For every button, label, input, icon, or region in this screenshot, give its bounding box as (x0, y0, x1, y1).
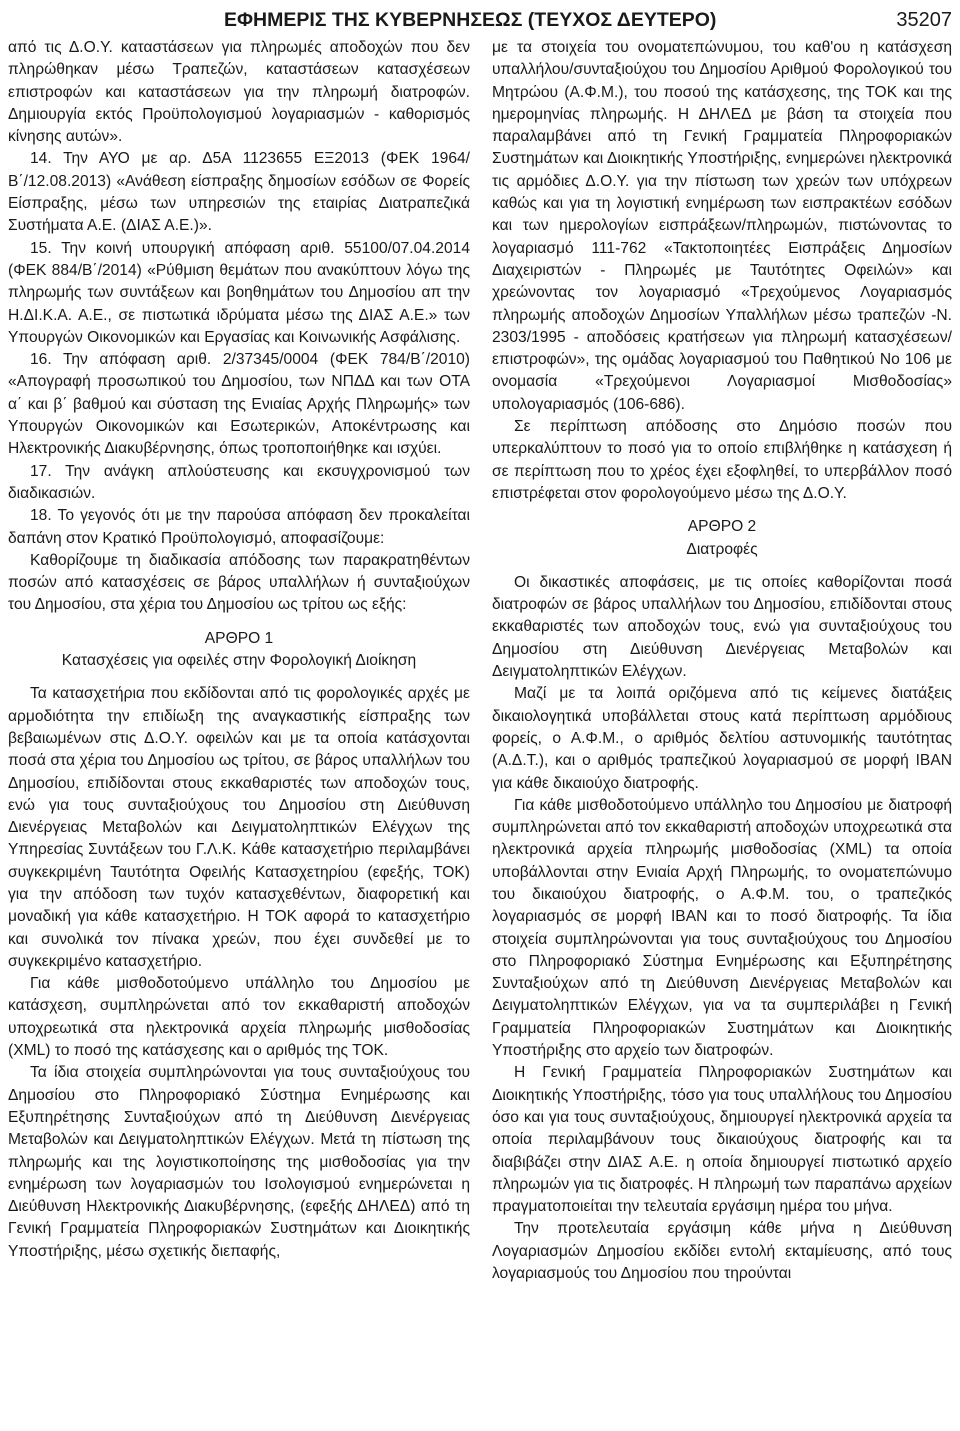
page-header (10, 6, 952, 34)
paragraph: Μαζί με τα λοιπά οριζόμενα από τις κείμενες διατάξεις δικαιολογητικά υποβάλλεται στους κατά περίπτωση αρμόδιους φορείς, ο Α.Φ.Μ., ο αριθμός δελτίου αστυνομικής ταυτότητας (Α.Δ.Τ.), και ο αριθμός τραπεζικού λογαριασμού σε μορφή ΙΒΑΝ για κάθε δικαιούχο διατροφής. (492, 685, 952, 792)
paragraph: Την προτελευταία εργάσιμη κάθε μήνα η Διεύθυνση Λογαριασμών Δημοσίου εκδίδει εντολή εκταμίευσης, από τους λογαριασμούς του Δημοσίου που τηρούνται (492, 1220, 952, 1283)
paragraph: 17. Την ανάγκη απλούστευσης και εκσυγχρονισμού των διαδικασιών. (8, 462, 470, 502)
paragraph: Καθορίζουμε τη διαδικασία απόδοσης των παρακρατηθέντων ποσών από κατασχέσεις σε βάρος υπαλλήλων ή συνταξιούχων του Δημοσίου, στα χέρια του Δημοσίου ως τρίτου ως εξής: (8, 551, 470, 614)
article-2-title: ΑΡΘΡΟ 2 (687, 518, 757, 536)
paragraph: με τα στοιχεία του ονοματεπώνυμου, του καθ'ου η κατάσχεση υπαλλήλου/συνταξιούχου του Δημοσίου Αριθμού Φορολογικού του Μητρώου (Α.Φ.Μ.), του ποσού της κατάσχεσης, της ΤΟΚ και της ημερομηνίας πληρωμής. Η ΔΗΛΕΔ με βάση τα στοιχεία που παραλαμβάνει από τη Γενική Γραμματεία Πληροφοριακών Συστημάτων και Διοικητικής Υποστήριξης, ενημερώνει ηλεκτρονικά τις αρμόδιες Δ.Ο.Υ. για την πίστωση των χρεών των υπόχρεων καθώς και για τη λογιστική ενημέρωση των εισπρακτέων εσόδων και των ημερολογίων εισπράξεων/πληρωμών, πιστώνοντας το λογαριασμό 111-762 «Τακτοποιητέες Εισπράξεις Δημοσίων Διαχειριστών - Πληρωμές με Ταυτότητες Οφειλών» και χρεώνοντας τον λογαριασμό «Τρεχούμενος Λογαριασμός πληρωμής αποδοχών Δημοσίων Υπαλλήλων μέσω τραπεζών -Ν. 2303/1995 - αποδόσεις κρατήσεων για πληρωμή κατασχέσεων/επιστροφών», της ομάδας λογαριασμού του Παθητικού Νο 106 με ονομασία «Τρεχούμενοι Λογαριασμοί Μισθοδοσίας» υπολογαριασμός (106-686). (492, 39, 952, 413)
right-column (492, 37, 952, 1429)
page-number: 35207 (896, 9, 952, 31)
paragraph: Σε περίπτωση απόδοσης στο Δημόσιο ποσών που υπερκαλύπτουν το ποσό για το οποίο επιβλήθηκε η κατάσχεση ή σε περίπτωση που το χρέος έχει εξοφληθεί, το υπερβάλλον ποσό επιστρέφεται στον φορολογούμενο μέσω της Δ.Ο.Υ. (492, 418, 952, 502)
paragraph: Η Γενική Γραμματεία Πληροφοριακών Συστημάτων και Διοικητικής Υποστήριξης, τόσο για τους υπαλλήλους του Δημοσίου όσο και για τους συνταξιούχους, δημιουργεί ηλεκτρονικά αρχεία τα οποία περιλαμβάνουν τους δικαιούχους διατροφής και τα διαβιβάζει στην ΔΙΑΣ Α.Ε. η οποία δημιουργεί πιστωτικό αρχείο πληρωμών για τις διατροφές. Η πληρωμή των παραπάνω αρχείων πραγματοποιείται την τελευταία εργάσιμη ημέρα του μήνα. (492, 1064, 952, 1216)
article-1-title: ΑΡΘΡΟ 1 (204, 629, 274, 647)
article-1-subtitle: Κατασχέσεις για οφειλές στην Φορολογική Διοίκηση (61, 652, 417, 670)
paragraph: 18. Το γεγονός ότι με την παρούσα απόφαση δεν προκαλείται δαπάνη στον Κρατικό Προϋπολογισμό, αποφασίζουμε: (8, 507, 470, 547)
paragraph: Οι δικαστικές αποφάσεις, με τις οποίες καθορίζονται ποσά διατροφών σε βάρος υπαλλήλων του Δημοσίου, επιδίδονται στους εκκαθαριστές των αποδοχών τους, ενώ για συνταξιούχους του Δημοσίου στη Διεύθυνση Διενέργειας Μεταβολών και Δειγματοληπτικών Ελέγχων. (492, 573, 952, 681)
paragraph: 16. Την απόφαση αριθ. 2/37345/0004 (ΦΕΚ 784/Β΄/2010) «Απογραφή προσωπικού του Δημοσίου, των ΝΠΔΔ και των ΟΤΑ α΄ και β΄ βαθμού και σύσταση της Ενιαίας Αρχής Πληρωμής» των Υπουργών Οικονομικών και Εσωτερικών, Αποκέντρωσης και Ηλεκτρονικής Διακυβέρνησης, όπως τροποποιήθηκε και ισχύει. (8, 351, 470, 458)
left-column (8, 37, 470, 1429)
paragraph: Για κάθε μισθοδοτούμενο υπάλληλο του Δημοσίου με κατάσχεση, συμπληρώνεται από τον εκκαθαριστή αποδοχών υποχρεωτικά στα ηλεκτρονικά αρχεία πληρωμής μισθοδοσίας (XML) το ποσό της κατάσχεσης και ο αριθμός της ΤΟΚ. (8, 975, 470, 1060)
paragraph: Τα ίδια στοιχεία συμπληρώνονται για τους συνταξιούχους του Δημοσίου στο Πληροφοριακό Σύστημα Ενημέρωσης και Εξυπηρέτησης Συνταξιούχων από τη Διεύθυνση Διενέργειας Μεταβολών και Δειγματοληπτικών Ελέγχων. Μετά τη πίστωση της πληρωμής και της λογιστικοποίησης της μισθοδοσίας για την ενημέρωση των λογαριασμών του Ισολογισμού ενημερώνεται η Διεύθυνση Ηλεκτρονικής Διακυβέρνησης, (εφεξής ΔΗΛΕΔ) από τη Γενική Γραμματεία Πληροφοριακών Συστημάτων και Διοικητικής Υποστήριξης, μέσω σχετικής διεπαφής, (8, 1064, 470, 1260)
paragraph: 14. Την ΑΥΟ με αρ. Δ5Α 1123655 ΕΞ2013 (ΦΕΚ 1964/Β΄/12.08.2013) «Ανάθεση είσπραξης δημοσίων εσόδων σε Φορείς Είσπραξης, μέσω των υπηρεσιών της εταιρίας Διατραπεζικά Συστήματα Α.Ε. (ΔΙΑΣ Α.Ε.)». (8, 150, 470, 235)
paragraph: Για κάθε μισθοδοτούμενο υπάλληλο του Δημοσίου με διατροφή συμπληρώνεται από τον εκκαθαριστή αποδοχών υποχρεωτικά στα ηλεκτρονικά αρχεία πληρωμής μισθοδοσίας (XML) τα οποία υποβάλλονται στην Ενιαία Αρχή Πληρωμής, το ονοματεπώνυμο του δικαιούχου διατροφής, ο Α.Φ.Μ. του, ο τραπεζικός λογαριασμός σε μορφή ΙΒΑΝ και το ποσό διατροφής. Τα ίδια στοιχεία συμπληρώνονται για τους συνταξιούχους του Δημοσίου στο Πληροφοριακό Σύστημα Ενημέρωσης και Εξυπηρέτησης Συνταξιούχων από τη Διεύθυνση Διενέργειας Μεταβολών και Δειγματοληπτικών Ελέγχων, για να τα συμπεριλάβει η Γενική Γραμματεία Πληροφοριακών Συστημάτων και Διοικητικής Υποστήριξης στο αρχείο των διατροφών. (492, 796, 952, 1060)
gazette-title: ΕΦΗΜΕΡΙΣ ΤΗΣ ΚΥΒΕΡΝΗΣΕΩΣ (ΤΕΥΧΟΣ ΔΕΥΤΕΡΟ) (224, 9, 717, 31)
article-2-subtitle: Διατροφές (686, 540, 758, 558)
paragraph: Τα κατασχετήρια που εκδίδονται από τις φορολογικές αρχές με αρμοδιότητα την επιδίωξη της αναγκαστικής είσπραξης των βεβαιωμένων στις Δ.Ο.Υ. οφειλών και με τα οποία κατάσχονται ποσά στα χέρια του Δημοσίου ως τρίτου, σε βάρος υπαλλήλων του Δημοσίου, επιδίδονται στους εκκαθαριστές των αποδοχών τους, ενώ για τους συνταξιούχους του Δημοσίου στη Διεύθυνση Διενέργειας Μεταβολών και Δειγματοληπτικών Ελέγχων της Υπηρεσίας Συντάξεων του Γ.Λ.Κ. Κάθε κατασχετήριο περιλαμβάνει συγκεκριμένη Ταυτότητα Οφειλής Κατασχετηρίου (εφεξής, ΤΟΚ) για την απόδοση των τυχόν κατασχεθέντων, διαφορετική και μοναδική για κάθε κατασχετήριο. Η ΤΟΚ αφορά το κατασχετήριο και συνολικά τον πίνακα χρεών, που έχει συνδεθεί με το συγκεκριμένο κατασχετήριο. (8, 685, 470, 970)
paragraph: από τις Δ.Ο.Υ. καταστάσεων για πληρωμές αποδοχών που δεν πληρώθηκαν μέσω Τραπεζών, καταστάσεων κατασχέσεων επιστροφών και καταστάσεων για την πληρωμή διατροφών. Δημιουργία εκτός Προϋπολογισμού λογαριασμών - καθορισμός κίνησης αυτών». (8, 39, 470, 146)
paragraph: 15. Την κοινή υπουργική απόφαση αριθ. 55100/07.04.2014 (ΦΕΚ 884/Β΄/2014) «Ρύθμιση θεμάτων που ανακύπτουν λόγω της πληρωμής των συντάξεων και βοηθημάτων του Δημοσίου απ την Η.ΔΙ.Κ.Α. Α.Ε., σε πιστωτικά ιδρύματα μέσω της ΔΙΑΣ Α.Ε.» των Υπουργών Οικονομικών και Εργασίας και Κοινωνικής Ασφάλισης. (8, 239, 470, 346)
